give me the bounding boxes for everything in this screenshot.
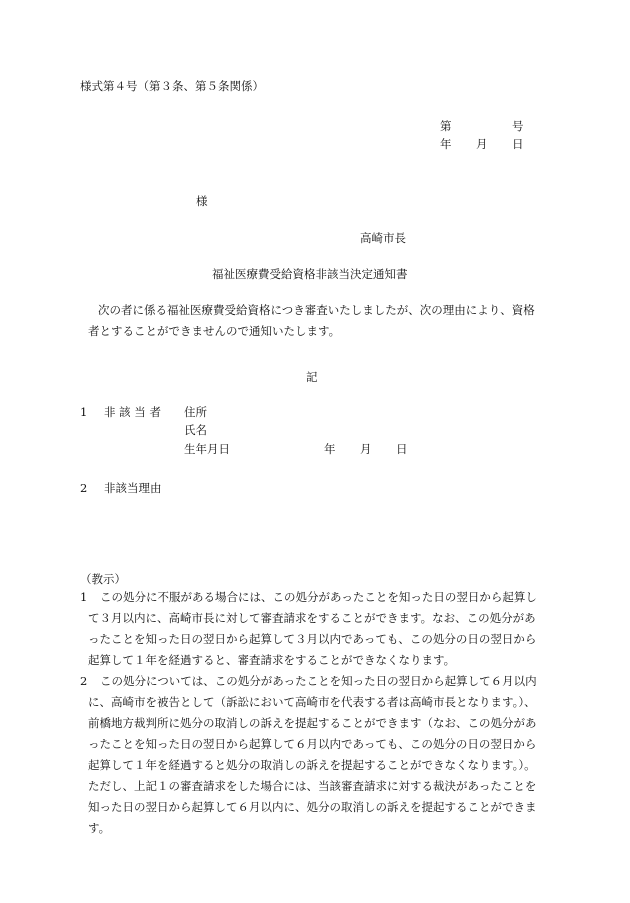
- notice-line: す。: [88, 821, 111, 835]
- issuer: 高崎市長: [360, 231, 406, 245]
- intro-line: 者とすることができませんので通知いたします。: [88, 324, 341, 338]
- intro-paragraph: [80, 300, 535, 342]
- notice-line: 知った日の翌日から起算して６月以内に、処分の取消しの訴えを提起することができま: [88, 800, 537, 814]
- notice-line: この処分に不服がある場合には、この処分があったことを知った日の翌日から起算し: [100, 590, 537, 604]
- notice-line: 起算して１年を経過すると、審査請求をすることができなくなります。: [88, 653, 456, 667]
- name-label: 氏名: [184, 423, 207, 437]
- notice-heading: （教示）: [80, 572, 126, 586]
- section2-number: 2: [80, 481, 88, 495]
- date-day: 日: [512, 137, 524, 151]
- section1-number: 1: [80, 405, 88, 419]
- date-year: 年: [440, 137, 452, 151]
- birthdate-label: 生年月日: [184, 442, 230, 456]
- notice-item-1: [80, 587, 560, 671]
- birth-year: 年: [324, 442, 336, 456]
- notice-line: て３月以内に、高崎市長に対して審査請求をすることができます。なお、この処分があ: [88, 611, 536, 625]
- intro-line: 次の者に係る福祉医療費受給資格につき審査いたしましたが、次の理由により、資格: [98, 303, 535, 317]
- notice-item-number: 2: [80, 674, 88, 688]
- notice-line: 前橋地方裁判所に処分の取消しの訴えを提起することができます（なお、この処分があ: [88, 716, 537, 730]
- form-number: 様式第４号（第３条、第５条関係）: [80, 79, 264, 93]
- notice-line: ったことを知った日の翌日から起算して３月以内であっても、この処分の日の翌日から: [88, 632, 537, 646]
- ki-marker: 記: [306, 370, 318, 384]
- notice-item-number: 1: [80, 590, 88, 604]
- notice-line: ただし、上記１の審査請求をした場合には、当該審査請求に対する裁決があったことを: [88, 779, 537, 793]
- document-title: 福祉医療費受給資格非該当決定通知書: [212, 267, 408, 281]
- section1-label: 非 該 当 者: [104, 405, 161, 419]
- notice-item-2: [80, 671, 560, 839]
- doc-number-go: 号: [512, 119, 524, 133]
- address-label: 住所: [184, 405, 207, 419]
- birth-month: 月: [360, 442, 372, 456]
- notice-line: ったことを知った日の翌日から起算して６月以内であっても、この処分の日の翌日から: [88, 737, 537, 751]
- notice-line: この処分については、この処分があったことを知った日の翌日から起算して６月以内: [100, 674, 537, 688]
- doc-number-dai: 第: [440, 119, 452, 133]
- date-month: 月: [476, 137, 488, 151]
- addressee-suffix: 様: [196, 194, 208, 208]
- birth-day: 日: [396, 442, 408, 456]
- section2-label: 非該当理由: [104, 481, 162, 495]
- notice-line: 起算して１年を経過すると処分の取消しの訴えを提起することができなくなります。）。: [88, 758, 536, 772]
- notice-line: に、高崎市を被告として（訴訟において高崎市を代表する者は高崎市長となります。）、: [88, 695, 536, 709]
